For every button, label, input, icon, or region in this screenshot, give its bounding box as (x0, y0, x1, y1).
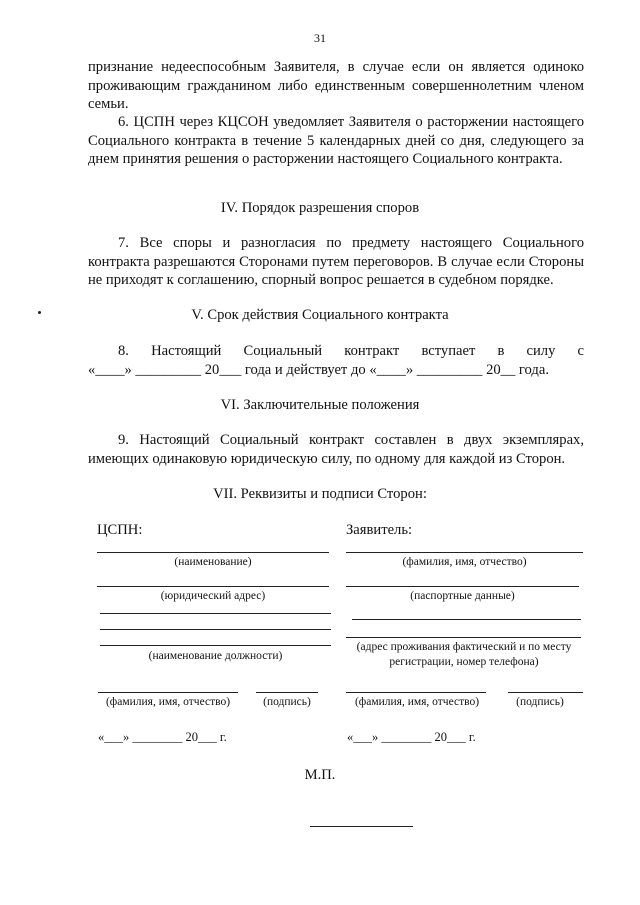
left-position-line[interactable] (100, 645, 331, 646)
paragraph-7: 7. Все споры и разногласия по предмету настоящего Социального контракта разрешаются Сторонами путем переговоров. В случае если Стороны не приходят к соглашению, спорный вопрос решается в судебном порядке. (88, 235, 584, 288)
left-name-caption: (наименование) (174, 556, 252, 568)
paragraph-9: 9. Настоящий Социальный контракт составлен в двух экземплярах, имеющих одинаковую юридическую силу, по одному для каждой из Сторон. (88, 432, 584, 467)
right-passport-line-2[interactable] (352, 619, 581, 620)
right-party-label: Заявитель: (346, 522, 413, 538)
left-name-line[interactable] (97, 552, 329, 553)
right-fio-line[interactable] (346, 692, 486, 693)
left-party-label: ЦСПН: (97, 522, 143, 538)
left-address-caption: (юридический адрес) (160, 590, 266, 602)
paragraph-8-line-2: «____» _________ 20___ года и действует до «____» _________ 20__ года. (88, 362, 549, 378)
right-fio-top-line[interactable] (346, 552, 583, 553)
right-address-line[interactable] (346, 637, 581, 638)
paragraph-6: 6. ЦСПН через КЦСОН уведомляет Заявителя о расторжении настоящего Социального контракта в течение 5 календарных дней со дня, следующего за днем принятия решения о расторжении настоящего Социального контракта. (88, 114, 584, 167)
paragraph-5-continuation: признание недееспособным Заявителя, в случае если он является одиноко проживающим гражданином либо единственным совершеннолетним членом семьи. (88, 59, 584, 112)
right-fio-top-caption: (фамилия, имя, отчество) (402, 556, 527, 568)
left-address-line-2[interactable] (100, 613, 331, 614)
right-passport-line[interactable] (346, 586, 579, 587)
left-address-line[interactable] (97, 586, 329, 587)
left-fio-line[interactable] (98, 692, 238, 693)
section-heading-7: VII. Реквизиты и подписи Сторон: (213, 486, 427, 502)
section-heading-6: VI. Заключительные положения (220, 397, 420, 413)
left-sign-caption: (подпись) (263, 696, 311, 708)
left-sign-line[interactable] (256, 692, 318, 693)
left-address-line-3[interactable] (100, 629, 331, 630)
right-address-caption: (адрес проживания фактический и по месту регистрации, номер телефона) (356, 641, 572, 668)
left-position-caption: (наименование должности) (148, 650, 283, 662)
section-heading-4: IV. Порядок разрешения споров (220, 200, 420, 216)
paragraph-8-line-1: 8. Настоящий Социальный контракт вступает в силу с (118, 343, 584, 359)
left-date: «___» ________ 20___ г. (98, 730, 227, 744)
page-number: 31 (314, 31, 326, 45)
right-sign-caption: (подпись) (516, 696, 564, 708)
right-date: «___» ________ 20___ г. (347, 730, 476, 744)
stamp-label: М.П. (304, 767, 336, 783)
right-fio-caption: (фамилия, имя, отчество) (354, 696, 480, 708)
right-sign-line[interactable] (508, 692, 583, 693)
section-heading-5: V. Срок действия Социального контракта (191, 307, 449, 323)
right-passport-caption: (паспортные данные) (410, 590, 515, 602)
left-fio-caption: (фамилия, имя, отчество) (105, 696, 231, 708)
bottom-line (310, 826, 413, 827)
